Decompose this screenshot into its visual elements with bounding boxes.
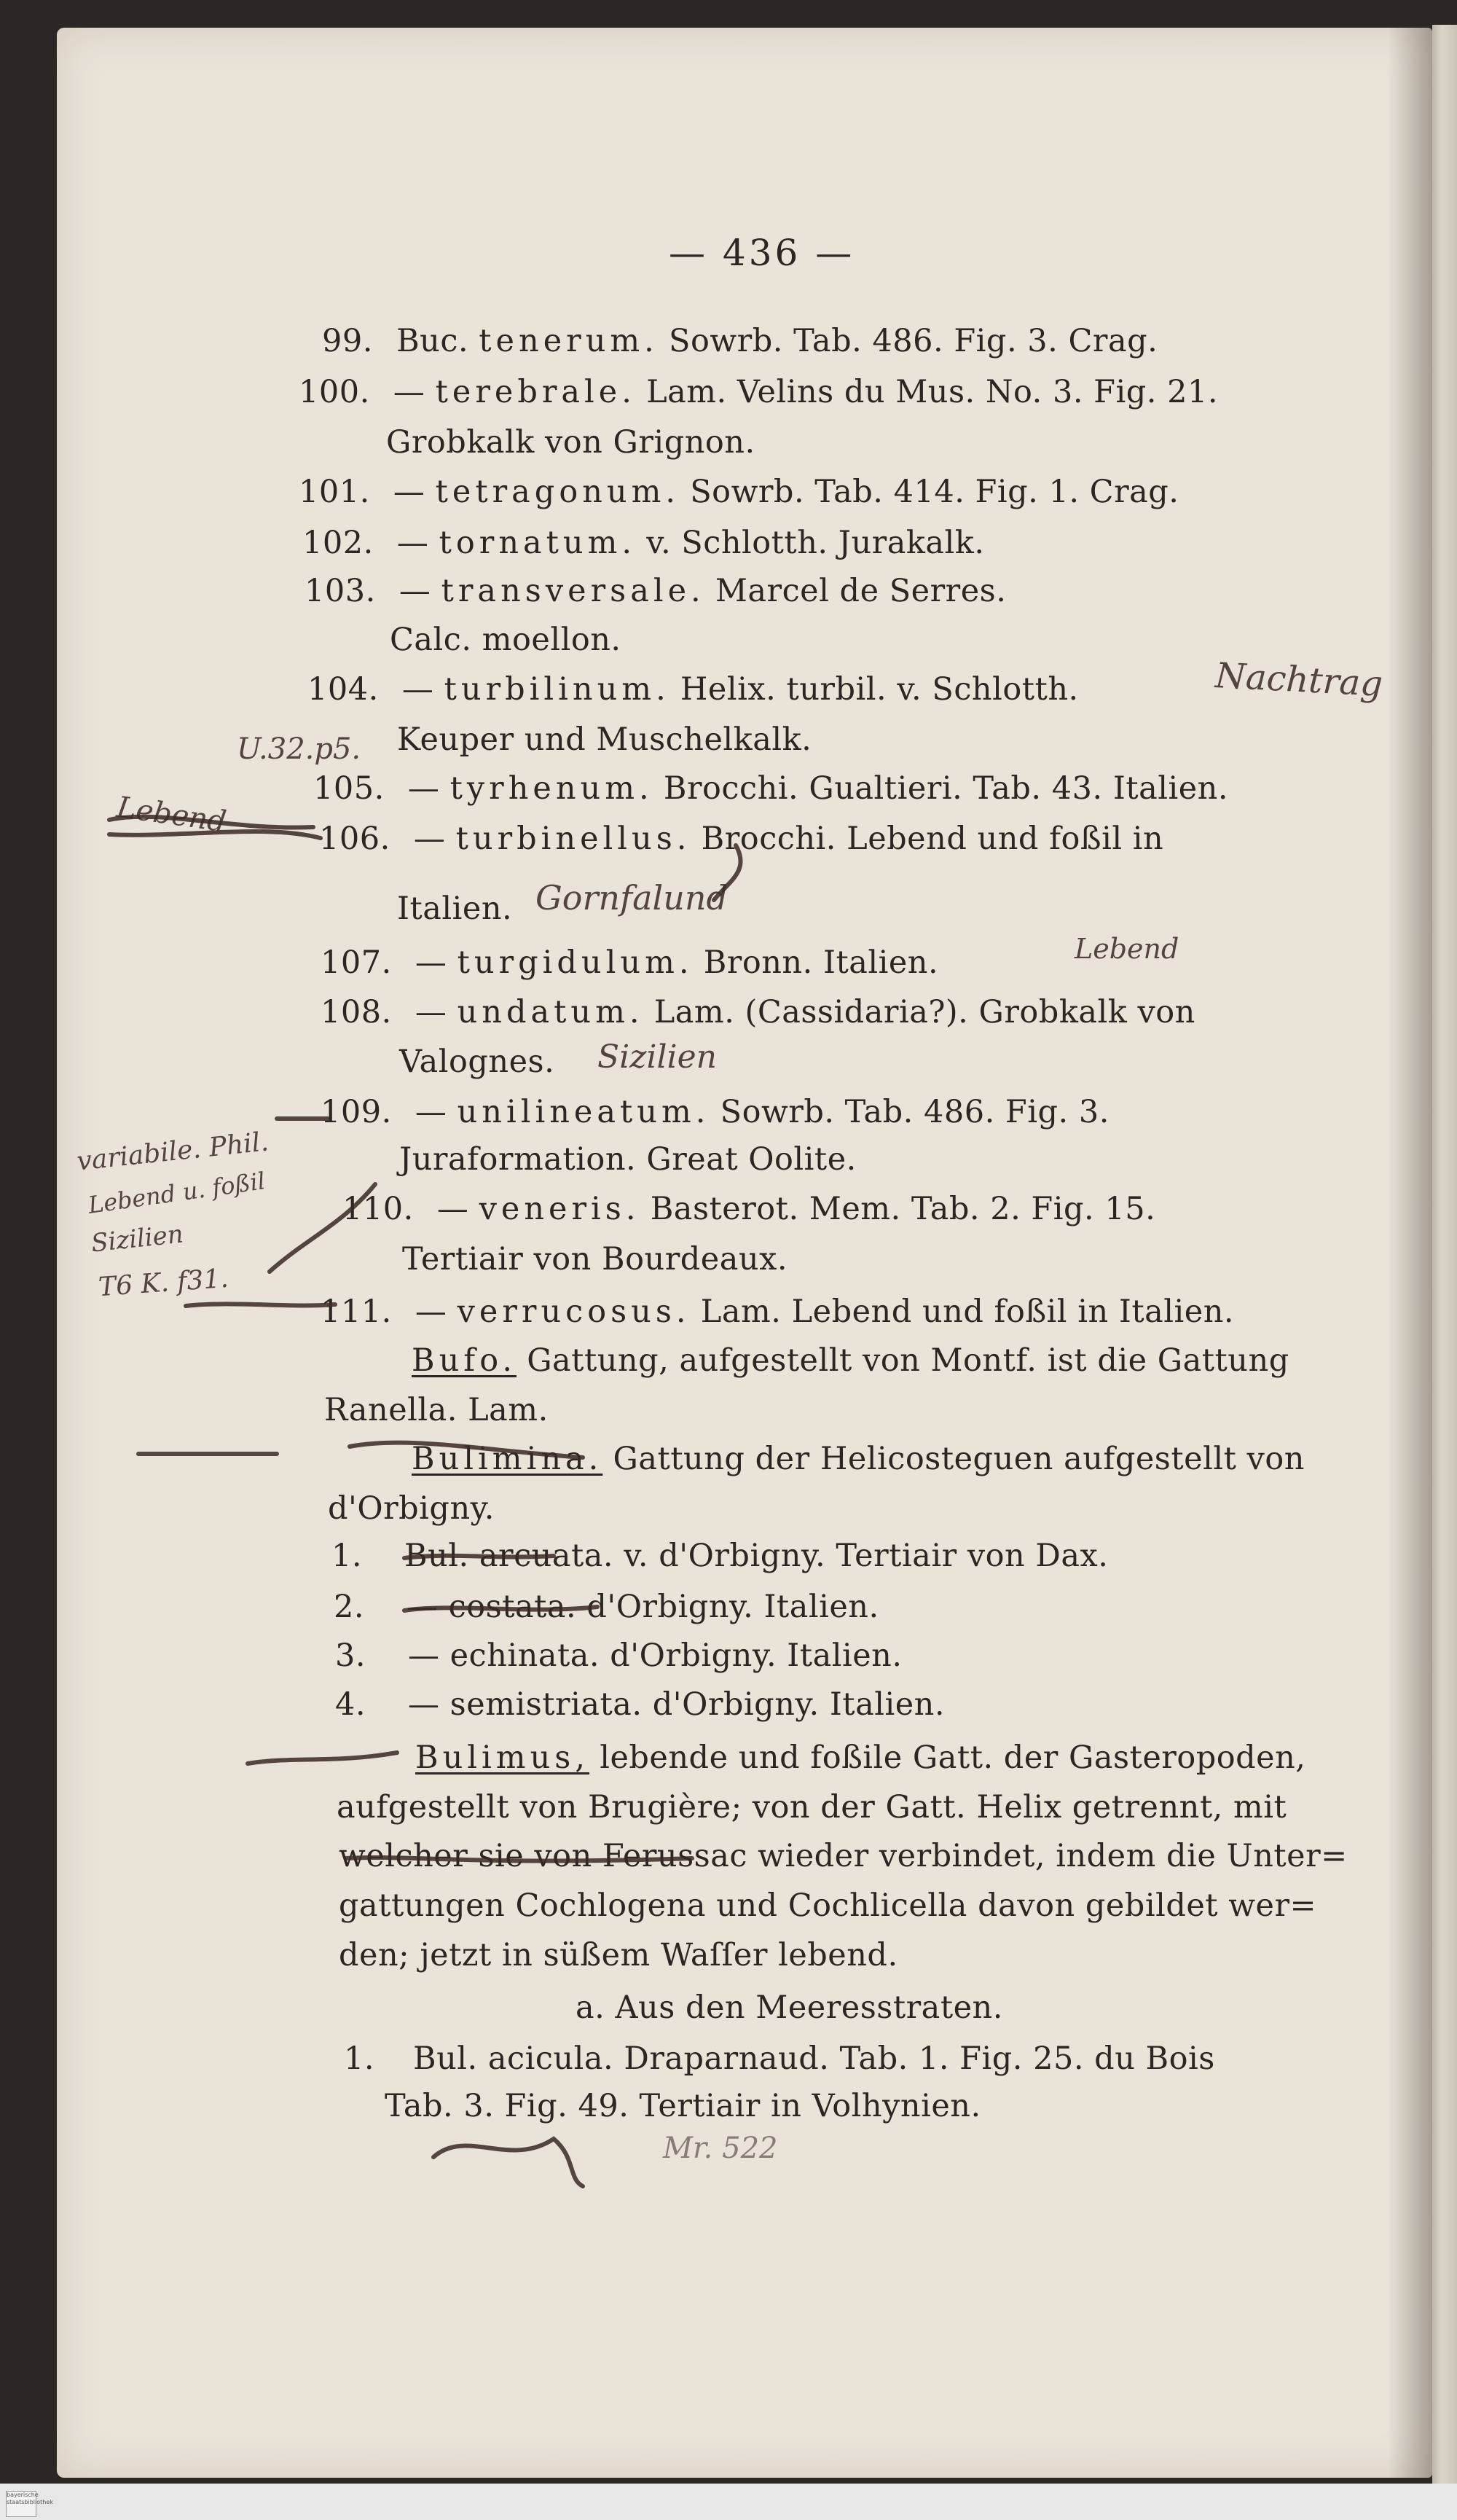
entry-species: undatum. xyxy=(457,994,644,1030)
library-logo: bayerische staatsbibliothek xyxy=(6,2491,36,2517)
entry-107 xyxy=(321,944,938,981)
handwritten-note: variabile. Phil. xyxy=(75,1127,270,1177)
entry-genus: — xyxy=(407,770,440,807)
entry-106 xyxy=(319,821,1163,857)
handwritten-note: Sizilien xyxy=(90,1219,185,1259)
item-number: 4. xyxy=(335,1686,366,1723)
entry-110 xyxy=(342,1191,1155,1227)
entry-110-continued: Tertiair von Bourdeaux. xyxy=(402,1241,788,1277)
entry-number: 105. xyxy=(313,770,385,807)
entry-species: tenerum. xyxy=(479,323,659,359)
page-gutter-shadow xyxy=(1388,28,1432,2478)
bulimina-text: Gattung der Helicosteguen aufgestellt von xyxy=(613,1441,1305,1477)
entry-details: Bronn. Italien. xyxy=(703,944,939,981)
entry-number: 104. xyxy=(307,671,379,708)
entry-100-continued: Grobkalk von Grignon. xyxy=(386,424,755,461)
item-text: — echinata. d'Orbigny. Italien. xyxy=(408,1637,903,1674)
entry-101 xyxy=(299,474,1179,510)
entry-number: 101. xyxy=(299,474,370,510)
entry-species: veneris. xyxy=(479,1191,640,1227)
entry-details: Brocchi. Lebend und foßil in xyxy=(701,821,1164,857)
handwritten-note: Nachtrag xyxy=(1214,655,1384,705)
entry-genus: — xyxy=(415,1094,447,1130)
bulimina-item-2 xyxy=(334,1589,879,1625)
entry-genus: — xyxy=(413,821,446,857)
entry-details: Lam. (Cassidaria?). Grobkalk von xyxy=(653,994,1195,1030)
bulimina-item-1 xyxy=(331,1538,1108,1574)
bulimus-text: lebende und foßile Gatt. der Gasteropoden, xyxy=(600,1740,1306,1776)
entry-number: 99. xyxy=(322,323,373,359)
entry-genus: — xyxy=(398,573,431,609)
entry-species: turbilinum. xyxy=(444,671,670,708)
entry-details: Sowrb. Tab. 486. Fig. 3. Crag. xyxy=(669,323,1158,359)
scan-footer-strip xyxy=(0,2484,1457,2520)
entry-108-continued: Valognes. xyxy=(399,1044,555,1080)
item-number: 1. xyxy=(331,1538,363,1574)
entry-100 xyxy=(299,374,1218,410)
entry-details: Lam. Velins du Mus. No. 3. Fig. 21. xyxy=(646,374,1219,410)
entry-species: tornatum. xyxy=(439,525,637,561)
entry-number: 110. xyxy=(342,1191,414,1227)
entry-details: Brocchi. Gualtieri. Tab. 43. Italien. xyxy=(663,770,1229,807)
handwritten-note: Lebend xyxy=(114,790,229,840)
page-number: — 436 — xyxy=(669,232,855,274)
bulimus-line-5: den; jetzt in süßem Waſſer lebend. xyxy=(339,1937,898,1973)
entry-genus: — xyxy=(396,525,429,561)
entry-number: 100. xyxy=(299,374,370,410)
entry-number: 111. xyxy=(321,1294,392,1330)
bulimus-item-1-continued: Tab. 3. Fig. 49. Tertiair in Volhynien. xyxy=(385,2088,981,2124)
entry-105 xyxy=(313,770,1228,807)
handwritten-note: T6 K. f31. xyxy=(97,1263,229,1303)
bulimina-heading-line xyxy=(412,1441,1305,1477)
bulimina-item-4 xyxy=(335,1686,945,1723)
entry-species: unilineatum. xyxy=(457,1094,710,1130)
entry-104-continued: Keuper und Muschelkalk. xyxy=(397,721,812,758)
bulimina-continued: d'Orbigny. xyxy=(328,1490,495,1527)
bulimus-heading-line xyxy=(415,1740,1305,1776)
entry-109 xyxy=(321,1094,1110,1130)
entry-genus: Buc. xyxy=(396,323,469,359)
bulimus-line-3: welcher sie von Ferussac wieder verbindet, indem die Unter= xyxy=(339,1838,1348,1874)
item-number: 1. xyxy=(344,2040,375,2077)
entry-number: 102. xyxy=(302,525,374,561)
handwritten-note: Gornfalund xyxy=(535,878,728,917)
entry-genus: — xyxy=(415,994,447,1030)
entry-details: Marcel de Serres. xyxy=(715,573,1007,609)
entry-species: turgidulum. xyxy=(457,944,694,981)
entry-details: Helix. turbil. v. Schlotth. xyxy=(680,671,1079,708)
bulimus-line-2: aufgestellt von Brugière; von der Gatt. Helix getrennt, mit xyxy=(337,1789,1287,1826)
item-text: Bul. acicula. Draparnaud. Tab. 1. Fig. 25. du Bois xyxy=(413,2040,1215,2077)
entry-103-continued: Calc. moellon. xyxy=(390,622,621,658)
entry-103 xyxy=(305,573,1006,609)
bulimus-heading: Bulimus, xyxy=(415,1740,590,1776)
entry-details: Lam. Lebend und foßil in Italien. xyxy=(700,1294,1235,1330)
handwritten-note: Lebend xyxy=(1075,933,1179,965)
entry-details: Sowrb. Tab. 486. Fig. 3. xyxy=(720,1094,1110,1130)
entry-111 xyxy=(321,1294,1234,1330)
entry-number: 106. xyxy=(319,821,390,857)
entry-genus: — xyxy=(401,671,434,708)
entry-99 xyxy=(322,323,1158,359)
handwritten-note: U.32.p5. xyxy=(237,732,361,766)
entry-species: tyrhenum. xyxy=(449,770,653,807)
entry-genus: — xyxy=(393,374,425,410)
entry-109-continued: Juraformation. Great Oolite. xyxy=(399,1141,857,1178)
entry-details: v. Schlotth. Jurakalk. xyxy=(646,525,985,561)
entry-number: 107. xyxy=(321,944,392,981)
bulimus-subheading: a. Aus den Meeresstraten. xyxy=(576,1989,1003,2026)
entry-102 xyxy=(302,525,985,561)
entry-genus: — xyxy=(436,1191,469,1227)
entry-genus: — xyxy=(393,474,425,510)
item-text: — semistriata. d'Orbigny. Italien. xyxy=(408,1686,946,1723)
bufo-heading-line xyxy=(412,1342,1289,1379)
next-page-edge xyxy=(1432,25,1457,2488)
item-text: — costata. d'Orbigny. Italien. xyxy=(407,1589,879,1625)
bulimus-item-1 xyxy=(344,2040,1215,2077)
entry-details: Basterot. Mem. Tab. 2. Fig. 15. xyxy=(650,1191,1156,1227)
handwritten-note: Lebend u. foßil xyxy=(86,1167,267,1219)
bufo-text: Gattung, aufgestellt von Montf. ist die Gattung xyxy=(527,1342,1289,1379)
bufo-heading: Bufo. xyxy=(412,1342,517,1379)
entry-species: transversale. xyxy=(441,573,705,609)
bulimina-heading: Bulimina. xyxy=(412,1441,603,1477)
bulimus-line-4: gattungen Cochlogena und Cochlicella davon gebildet wer= xyxy=(339,1887,1317,1924)
item-number: 2. xyxy=(334,1589,365,1625)
entry-species: turbinellus. xyxy=(455,821,691,857)
item-number: 3. xyxy=(335,1637,366,1674)
bufo-continued: Ranella. Lam. xyxy=(324,1392,549,1428)
entry-number: 108. xyxy=(321,994,392,1030)
entry-species: terebrale. xyxy=(435,374,636,410)
bulimina-item-3 xyxy=(335,1637,903,1674)
item-text: Bul. arcuata. v. d'Orbigny. Tertiair von Dax. xyxy=(404,1538,1109,1574)
entry-106-continued: Italien. xyxy=(397,891,513,927)
entry-number: 109. xyxy=(321,1094,392,1130)
entry-number: 103. xyxy=(305,573,376,609)
entry-104 xyxy=(307,671,1079,708)
entry-genus: — xyxy=(415,1294,447,1330)
entry-details: Sowrb. Tab. 414. Fig. 1. Crag. xyxy=(690,474,1179,510)
entry-species: tetragonum. xyxy=(435,474,680,510)
handwritten-note: Sizilien xyxy=(597,1038,717,1076)
entry-108 xyxy=(321,994,1195,1030)
entry-genus: — xyxy=(415,944,447,981)
entry-species: verrucosus. xyxy=(457,1294,691,1330)
handwritten-note: Mr. 522 xyxy=(663,2132,778,2165)
